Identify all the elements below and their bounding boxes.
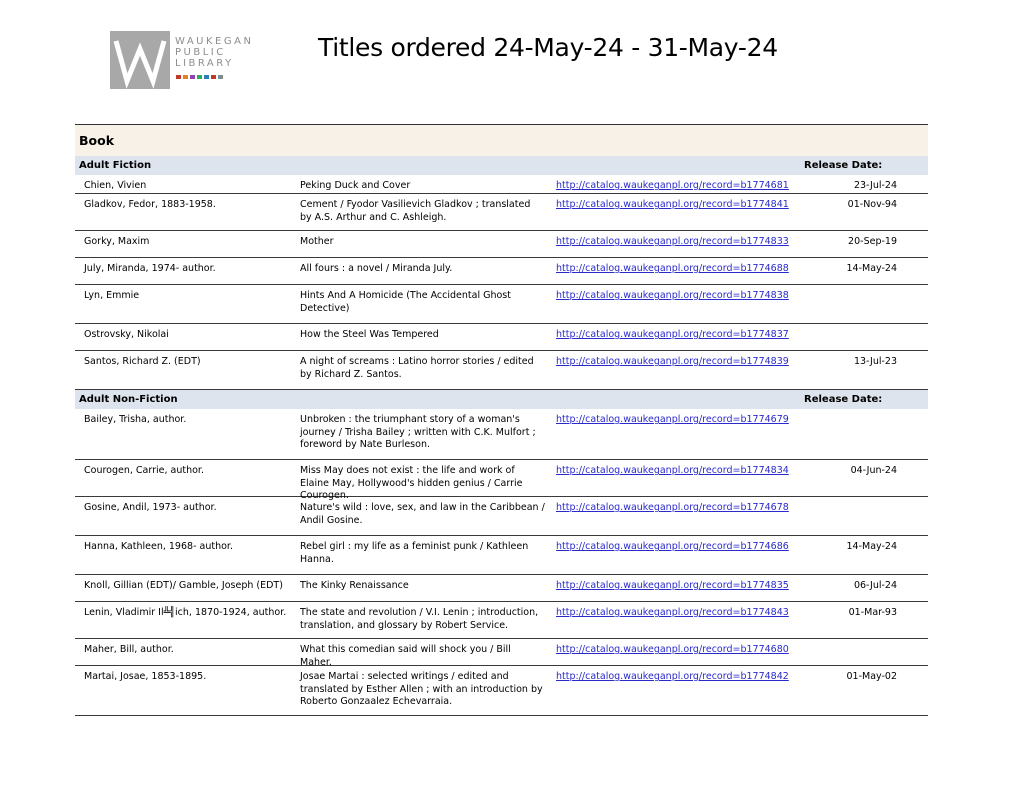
author-cell: Gladkov, Fedor, 1883-1958.: [84, 199, 216, 210]
table-row: [75, 639, 928, 666]
page-title: Titles ordered 24-May-24 - 31-May-24: [318, 33, 778, 62]
logo-dot: [218, 75, 223, 79]
title-cell: Hints And A Homicide (The Accidental Ghost Detective): [300, 290, 511, 314]
section-header: [75, 390, 928, 409]
catalog-link[interactable]: http://catalog.waukeganpl.org/record=b1774679: [556, 414, 789, 425]
release-date-cell: 04-Jun-24: [850, 465, 897, 476]
table-row: [75, 194, 928, 231]
catalog-link[interactable]: http://catalog.waukeganpl.org/record=b1774835: [556, 580, 789, 591]
release-date-label: Release Date:: [804, 160, 883, 171]
author-cell: Santos, Richard Z. (EDT): [84, 356, 201, 367]
catalog-link[interactable]: http://catalog.waukeganpl.org/record=b1774680: [556, 644, 789, 655]
logo-text: [175, 36, 253, 69]
table-row: [75, 602, 928, 639]
title-cell: Mother: [300, 236, 334, 247]
title-cell: How the Steel Was Tempered: [300, 329, 439, 340]
catalog-link[interactable]: http://catalog.waukeganpl.org/record=b1774681: [556, 180, 789, 191]
table-row: [75, 497, 928, 536]
table-row: [75, 258, 928, 285]
logo-line-2: PUBLIC: [175, 47, 226, 58]
catalog-link[interactable]: http://catalog.waukeganpl.org/record=b1774686: [556, 541, 789, 552]
author-cell: Chien, Vivien: [84, 180, 147, 191]
title-cell: Josae Martai : selected writings / edited and translated by Esther Allen ; with an introduction by Roberto Gonzaalez Echevarraia.: [300, 671, 543, 707]
library-logo: [110, 31, 260, 91]
table-row: [75, 666, 928, 716]
author-cell: Knoll, Gillian (EDT)/ Gamble, Joseph (EDT): [84, 580, 283, 591]
catalog-link[interactable]: http://catalog.waukeganpl.org/record=b1774688: [556, 263, 789, 274]
release-date-cell: 14-May-24: [846, 541, 897, 552]
catalog-link[interactable]: http://catalog.waukeganpl.org/record=b1774841: [556, 199, 789, 210]
section-name: Adult Fiction: [79, 160, 152, 171]
release-date-cell: 20-Sep-19: [848, 236, 897, 247]
author-cell: Ostrovsky, Nikolai: [84, 329, 169, 340]
table-row: [75, 536, 928, 575]
logo-dot: [176, 75, 181, 79]
title-cell: All fours : a novel / Miranda July.: [300, 263, 453, 274]
logo-dot: [197, 75, 202, 79]
title-cell: Miss May does not exist : the life and work of Elaine May, Hollywood's hidden genius / Carrie Courogen.: [300, 465, 523, 501]
table-row: [75, 409, 928, 460]
table-row: [75, 231, 928, 258]
table-row: [75, 285, 928, 324]
author-cell: July, Miranda, 1974- author.: [84, 263, 216, 274]
release-date-cell: 13-Jul-23: [853, 356, 897, 367]
catalog-link[interactable]: http://catalog.waukeganpl.org/record=b1774837: [556, 329, 789, 340]
title-cell: Rebel girl : my life as a feminist punk / Kathleen Hanna.: [300, 541, 529, 565]
catalog-link[interactable]: http://catalog.waukeganpl.org/record=b1774833: [556, 236, 789, 247]
title-cell: What this comedian said will shock you / Bill Maher.: [300, 644, 511, 668]
release-date-cell: 01-May-02: [846, 671, 897, 682]
book-header: Book: [75, 124, 928, 156]
logo-line-1: WAUKEGAN: [175, 36, 254, 47]
title-cell: Nature's wild : love, sex, and law in the Caribbean / Andil Gosine.: [300, 502, 545, 526]
table-row: [75, 175, 928, 194]
author-cell: Maher, Bill, author.: [84, 644, 174, 655]
catalog-link[interactable]: http://catalog.waukeganpl.org/record=b1774838: [556, 290, 789, 301]
title-cell: A night of screams : Latino horror stories / edited by Richard Z. Santos.: [300, 356, 534, 380]
logo-dot: [183, 75, 188, 79]
title-cell: Unbroken : the triumphant story of a woman's journey / Trisha Bailey ; written with C.K. Mulfort ; foreword by Nate Burleson.: [300, 414, 536, 450]
report-table: [75, 124, 928, 716]
logo-dot: [190, 75, 195, 79]
catalog-link[interactable]: http://catalog.waukeganpl.org/record=b1774834: [556, 465, 789, 476]
catalog-link[interactable]: http://catalog.waukeganpl.org/record=b1774842: [556, 671, 789, 682]
logo-dot: [204, 75, 209, 79]
catalog-link[interactable]: http://catalog.waukeganpl.org/record=b1774839: [556, 356, 789, 367]
title-cell: The state and revolution / V.I. Lenin ; introduction, translation, and glossary by Robert Service.: [300, 607, 539, 631]
release-date-cell: 23-Jul-24: [853, 180, 897, 191]
release-date-label: Release Date:: [804, 394, 883, 405]
release-date-cell: 01-Nov-94: [847, 199, 897, 210]
title-cell: Peking Duck and Cover: [300, 180, 411, 191]
section-name: Adult Non-Fiction: [79, 394, 178, 405]
sections-container: [75, 156, 928, 716]
author-cell: Gorky, Maxim: [84, 236, 150, 247]
catalog-link[interactable]: http://catalog.waukeganpl.org/record=b1774843: [556, 607, 789, 618]
catalog-link[interactable]: http://catalog.waukeganpl.org/record=b1774678: [556, 502, 789, 513]
author-cell: Lenin, Vladimir Il╩╣ich, 1870-1924, author.: [84, 607, 287, 618]
author-cell: Martai, Josae, 1853-1895.: [84, 671, 207, 682]
section-header: [75, 156, 928, 175]
logo-dot: [211, 75, 216, 79]
table-row: [75, 575, 928, 602]
release-date-cell: 14-May-24: [846, 263, 897, 274]
table-row: [75, 351, 928, 390]
table-row: [75, 460, 928, 501]
title-cell: The Kinky Renaissance: [300, 580, 409, 591]
table-row: [75, 324, 928, 351]
title-cell: Cement / Fyodor Vasilievich Gladkov ; translated by A.S. Arthur and C. Ashleigh.: [300, 199, 531, 223]
logo-line-3: LIBRARY: [175, 58, 234, 69]
logo-w-mark: [110, 31, 170, 89]
logo-color-dots: [176, 75, 223, 79]
release-date-cell: 06-Jul-24: [853, 580, 897, 591]
author-cell: Hanna, Kathleen, 1968- author.: [84, 541, 233, 552]
release-date-cell: 01-Mar-93: [848, 607, 897, 618]
author-cell: Courogen, Carrie, author.: [84, 465, 204, 476]
author-cell: Gosine, Andil, 1973- author.: [84, 502, 217, 513]
author-cell: Bailey, Trisha, author.: [84, 414, 187, 425]
author-cell: Lyn, Emmie: [84, 290, 140, 301]
